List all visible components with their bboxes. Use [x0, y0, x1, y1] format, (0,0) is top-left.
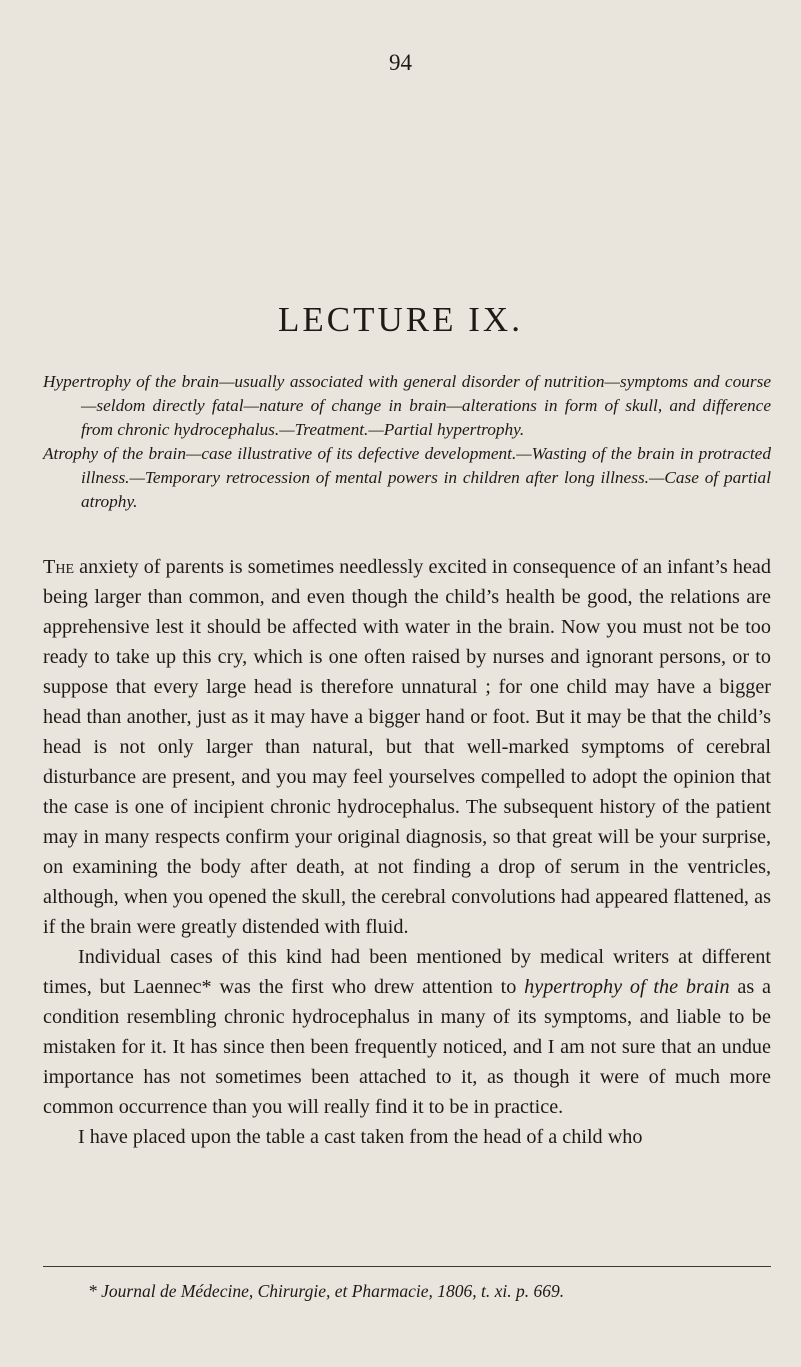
opening-word: The	[43, 556, 74, 578]
body-paragraph-2-text-b: as a condition resembling chronic hydrocephalus in many of its symptoms, and liable to be mistaken for it. It has since then been frequently noticed, and I am not sure that an undue importance has not sometimes been attached to it, as though it were of much more common occurrence than you will really find it to be in practice.	[43, 976, 771, 1118]
summary-paragraph-hypertrophy: Hypertrophy of the brain—usually associated with general disorder of nutrition—symptoms and course—seldom directly fatal—nature of change in brain—alterations in form of skull, and difference from chronic hydrocephalus.—Treatment.—Partial hypertrophy.	[43, 372, 771, 439]
emphasis-term: hypertrophy of the brain	[524, 976, 730, 998]
footnote: * Journal de Médecine, Chirurgie, et Pharmacie, 1806, t. xi. p. 669.	[88, 1281, 565, 1301]
page-number: 94	[389, 50, 412, 75]
body-paragraph-2-text-a: Individual cases of this kind had been mentioned by medical writers at different times, but Laennec* was the first who drew attention to	[43, 946, 771, 998]
body-paragraph-1-text: anxiety of parents is sometimes needlessly excited in consequence of an infant’s head being larger than common, and even though the child’s health be good, the relations are apprehensive lest it should be affected with water in the brain. Now you must not be too ready to take up this cry, which is one often raised by nurses and ignorant persons, or to suppose that every large head is therefore unnatural ; for one child may have a bigger head than another, just as it may have a bigger hand or foot. But it may be that the child’s head is not only larger than natural, but that well-marked symptoms of cerebral disturbance are present, and you may feel yourselves compelled to adopt the opinion that the case is one of incipient chronic hydrocephalus. The subsequent history of the patient may in many respects confirm your original diagnosis, so that great will be your surprise, on examining the body after death, at not finding a drop of serum in the ventricles, although, when you opened the skull, the cerebral convolutions had appeared flattened, as if the brain were greatly distended with fluid.	[43, 556, 771, 938]
body-paragraph-3: I have placed upon the table a cast taken from the head of a child who	[78, 1126, 643, 1148]
summary-paragraph-atrophy: Atrophy of the brain—case illustrative of its defective development.—Wasting of the brain in protracted illness.—Temporary retrocession of mental powers in children after long illness.—Case of partial atrophy.	[43, 444, 771, 511]
body-paragraph-1	[43, 552, 771, 942]
footnote-rule	[43, 1266, 771, 1267]
chapter-summary	[43, 370, 771, 514]
lecture-title: LECTURE IX.	[278, 300, 523, 339]
body-text	[43, 552, 771, 1152]
body-paragraph-2	[43, 942, 771, 1122]
